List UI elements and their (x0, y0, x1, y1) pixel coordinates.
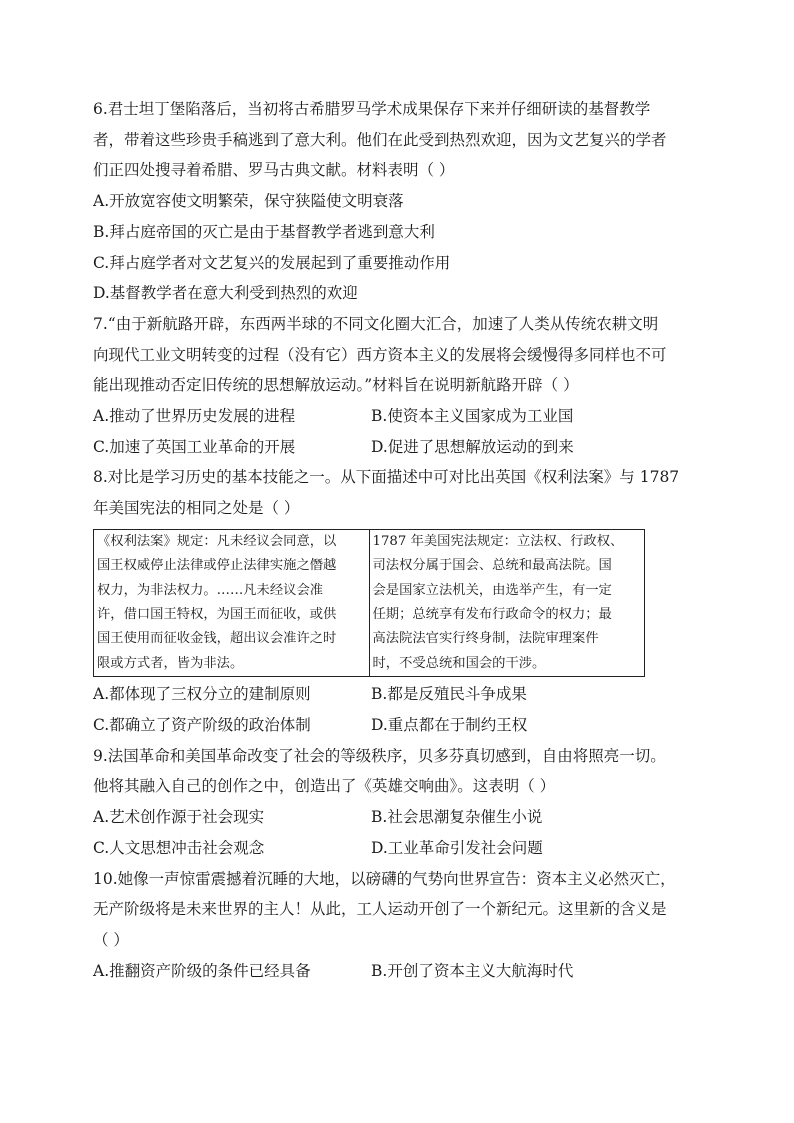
question-stem-line: 他将其融入自己的创作之中，创造出了《英雄交响曲》。这表明（ ） (93, 777, 556, 796)
table-cell-line: 《权利法案》规定：凡未经议会同意，以 (97, 533, 337, 549)
exam-page (93, 94, 709, 986)
question-block (93, 741, 709, 864)
question-block (93, 864, 709, 987)
answer-option[interactable]: B.拜占庭帝国的灭亡是由于基督教学者逃到意大利 (93, 222, 435, 241)
question-block (93, 94, 709, 309)
table-cell-line: 限或方式者，皆为非法。 (97, 655, 244, 671)
answer-option[interactable]: A.推动了世界历史发展的进程 (93, 407, 296, 426)
question-block (93, 462, 709, 740)
question-stem-line: 年美国宪法的相同之处是（ ） (93, 499, 300, 518)
table-cell-line: 国王使用而征收金钱，超出议会准许之时 (97, 631, 337, 647)
answer-option[interactable]: C.加速了英国工业革命的开展 (93, 437, 296, 456)
table-cell-bill-of-rights (94, 529, 370, 676)
question-stem-line: 们正四处搜寻着希腊、罗马古典文献。材料表明（ ） (93, 161, 455, 180)
option-row (93, 401, 709, 432)
answer-option[interactable]: A.都体现了三权分立的建制原则 (93, 685, 311, 704)
option-row (93, 217, 709, 248)
answer-option[interactable]: B.使资本主义国家成为工业国 (371, 407, 574, 426)
question-stem-line: 8.对比是学习历史的基本技能之一。从下面描述中可对比出英国《权利法案》与 1787 (93, 468, 680, 487)
table-cell-line: 任期；总统享有发布行政命令的权力；最 (372, 607, 612, 623)
answer-option[interactable]: D.重点都在于制约王权 (371, 715, 528, 734)
table-cell-line: 高法院法官实行终身制，法院审理案件 (372, 631, 599, 647)
question-stem-line: 能出现推动否定旧传统的思想解放运动。”材料旨在说明新航路开辟（ ） (93, 376, 579, 395)
table-cell-us-constitution (369, 529, 645, 676)
answer-option[interactable]: A.推翻资产阶级的条件已经具备 (93, 961, 311, 980)
answer-option[interactable]: D.促进了思想解放运动的到来 (371, 437, 574, 456)
answer-option[interactable]: A.艺术创作源于社会现实 (93, 808, 265, 827)
question-stem-line: 6.君士坦丁堡陷落后，当初将古希腊罗马学术成果保存下来并仔细研读的基督教学 (93, 100, 651, 118)
answer-option[interactable]: C.都确立了资产阶级的政治体制 (93, 715, 311, 734)
table-cell-line: 时，不受总统和国会的干涉。 (372, 655, 546, 671)
option-row (93, 248, 709, 279)
table-cell-line: 司法权分属于国会、总统和最高法院。国 (372, 558, 612, 574)
question-stem-line: 7.“由于新航路开辟，东西两半球的不同文化圈大汇合，加速了人类从传统农耕文明 (93, 314, 659, 333)
answer-option[interactable]: B.都是反殖民斗争成果 (371, 685, 527, 704)
option-row (93, 432, 709, 463)
answer-option[interactable]: C.人文思想冲击社会观念 (93, 838, 265, 857)
question-stem-line: 者，带着这些珍贵手稿逃到了意大利。他们在此受到热烈欢迎，因为文艺复兴的学者 (93, 130, 667, 149)
option-row (93, 802, 709, 833)
answer-option[interactable]: C.拜占庭学者对文艺复兴的发展起到了重要推动作用 (93, 253, 451, 272)
table-cell-line: 1787 年美国宪法规定：立法权、行政权、 (372, 533, 624, 549)
table-cell-line: 许，借口国王特权，为国王而征收，或供 (97, 607, 337, 623)
answer-option[interactable]: B.社会思潮复杂催生小说 (371, 808, 543, 827)
question-stem-line: 无产阶级将是未来世界的主人！从此，工人运动开创了一个新纪元。这里新的含义是 (93, 900, 667, 919)
question-stem-line: 向现代工业文明转变的过程（没有它）西方资本主义的发展将会缓慢得多同样也不可 (93, 345, 667, 364)
question-stem-line: 10.她像一声惊雷震撼着沉睡的大地，以磅礴的气势向世界宣告：资本主义必然灭亡， (93, 869, 676, 888)
option-row (93, 679, 709, 710)
answer-option[interactable]: D.基督教学者在意大利受到热烈的欢迎 (93, 284, 358, 303)
question-stem-line: 9.法国革命和美国革命改变了社会的等级秩序，贝多芬真切感到，自由将照亮一切。 (93, 746, 666, 765)
question-block (93, 309, 709, 463)
table-cell-line: 权力，为非法权力。……凡未经议会准 (97, 582, 324, 598)
option-row (93, 186, 709, 217)
answer-option[interactable]: A.开放宽容使文明繁荣，保守狭隘使文明衰落 (93, 192, 404, 211)
option-row (93, 710, 709, 741)
table-cell-line: 国王权威停止法律或停止法律实施之僭越 (97, 558, 337, 574)
question-stem-line: （ ） (93, 930, 129, 949)
option-row (93, 278, 709, 309)
answer-option[interactable]: D.工业革命引发社会问题 (371, 838, 543, 857)
option-row (93, 956, 709, 987)
answer-option[interactable]: B.开创了资本主义大航海时代 (371, 961, 574, 980)
option-row (93, 833, 709, 864)
table-cell-line: 会是国家立法机关，由选举产生，有一定 (372, 582, 612, 598)
comparison-table (93, 529, 645, 677)
